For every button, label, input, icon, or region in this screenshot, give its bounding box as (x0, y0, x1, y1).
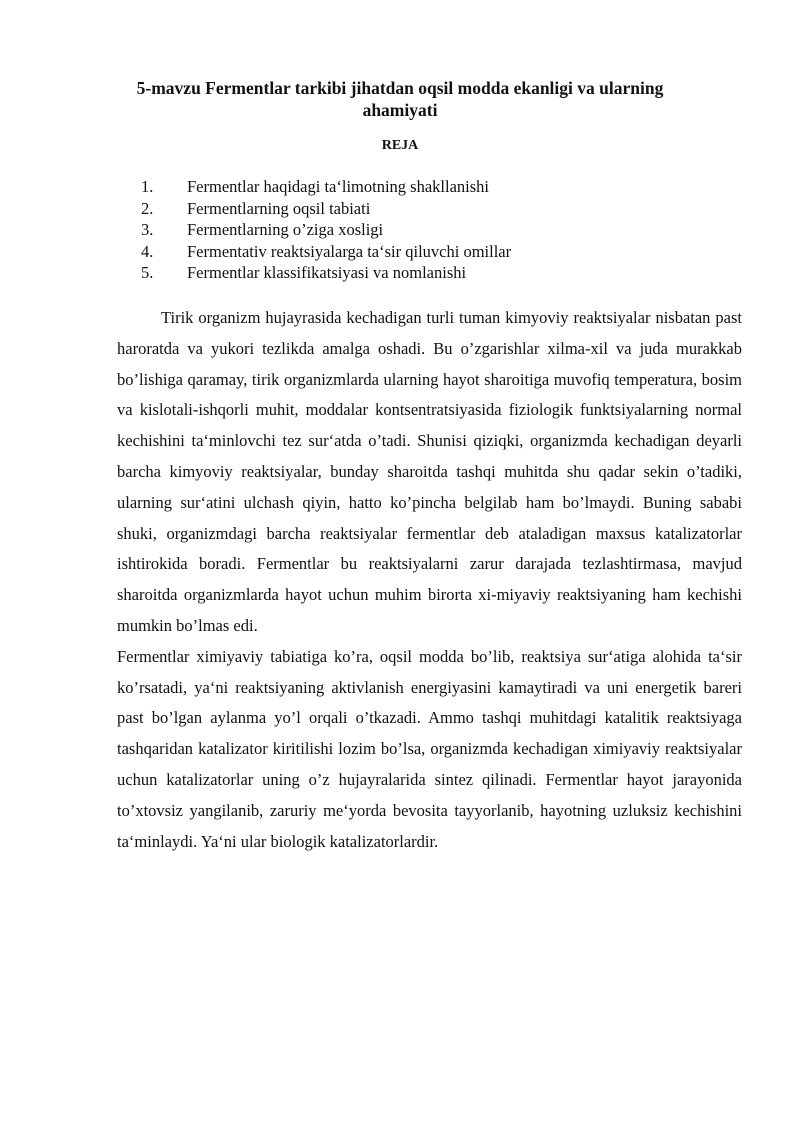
plan-item-text: Fermentlar klassifikatsiyasi va nomlanishi (187, 263, 467, 283)
plan-item (141, 198, 511, 220)
plan-item-text: Fermentlar haqidagi ta‘limotning shakllanishi (187, 177, 489, 196)
paragraph: Fermentlar ximiyaviy tabiatiga ko’ra, oqsil modda bo’lib, reaktsiya sur‘atiga alohida ta‘sir ko’rsatadi, ya‘ni reaktsiyaning aktivlanish energiyasini kamaytiradi va uni energetik bareri past bo’lgan aylanma yo’l orqali o’tkazadi. Ammo tashqi muhitdagi katalitik reaktsiyaga tashqaridan katalizator kiritilishi lozim bo’lsa, organizmda kechadigan ximiyaviy reaktsiyalar uchun katalizatorlar uning o’z hujayralarida sintez qilinadi. Fermentlar hayot jarayonida to’xtovsiz yangilanib, zaruriy me‘yorda bevosita tayyorlanib, hayotning uzluksiz kechishini ta‘minlaydi. Ya‘ni ular biologik katalizatorlardir. (117, 646, 742, 851)
paragraph: Tirik organizm hujayrasida kechadigan turli tuman kimyoviy reaktsiyalar nisbatan past haroratda va yukori tezlikda amalga oshadi. Bu o’zgarishlar xilma-xil va juda murakkab bo’lishiga qaramay, tirik organizmlarda ularning hayot sharoitiga muvofiq temperatura, bosim va kislotali-ishqorli muhit, moddalar kontsentratsiyasida fiziologik funktsiyalarning normal kechishini ta‘minlovchi tez sur‘atda o’tadi. Shunisi qiziqki, organizmda kechadigan deyarli barcha kimyoviy reaktsiyalar, bunday sharoitda tashqi muhitda shu qadar sekin o’tadiki, ularning sur‘atini ulchash qiyin, hatto ko’pincha belgilab ham bo’lmaydi. Buning sababi shuki, organizmdagi barcha reaktsiyalar fermentlar deb ataladigan maxsus katalizatorlar ishtirokida boradi. Fermentlar bu reaktsiyalarni zarur darajada tezlashtirmasa, mavjud sharoitda organizmlarda hayot uchun muhim birorta xi-miyaviy reaktsiyaning ham kechishi mumkin bo’lmas edi. (117, 308, 742, 635)
plan-item (141, 176, 511, 198)
plan-item (141, 241, 511, 263)
plan-item-number: 2. (141, 198, 154, 218)
plan-list (141, 176, 511, 284)
body-text (117, 303, 742, 857)
plan-item (141, 262, 511, 284)
plan-item-number: 1. (141, 177, 154, 196)
plan-item-text: Fermentlarning o’ziga xosligi (187, 220, 384, 240)
page-title: 5-mavzu Fermentlar tarkibi jihatdan oqsil modda ekanligi va ularning ahamiyati (136, 78, 664, 120)
plan-item-number: 5. (141, 263, 154, 283)
plan-item (141, 219, 511, 241)
plan-item-number: 4. (141, 241, 154, 261)
plan-item-text: Fermentlarning oqsil tabiati (187, 198, 371, 218)
plan-item-text: Fermentativ reaktsiyalarga ta‘sir qiluvchi omillar (187, 241, 512, 261)
plan-item-number: 3. (141, 220, 154, 240)
plan-heading: REJA (381, 138, 419, 153)
